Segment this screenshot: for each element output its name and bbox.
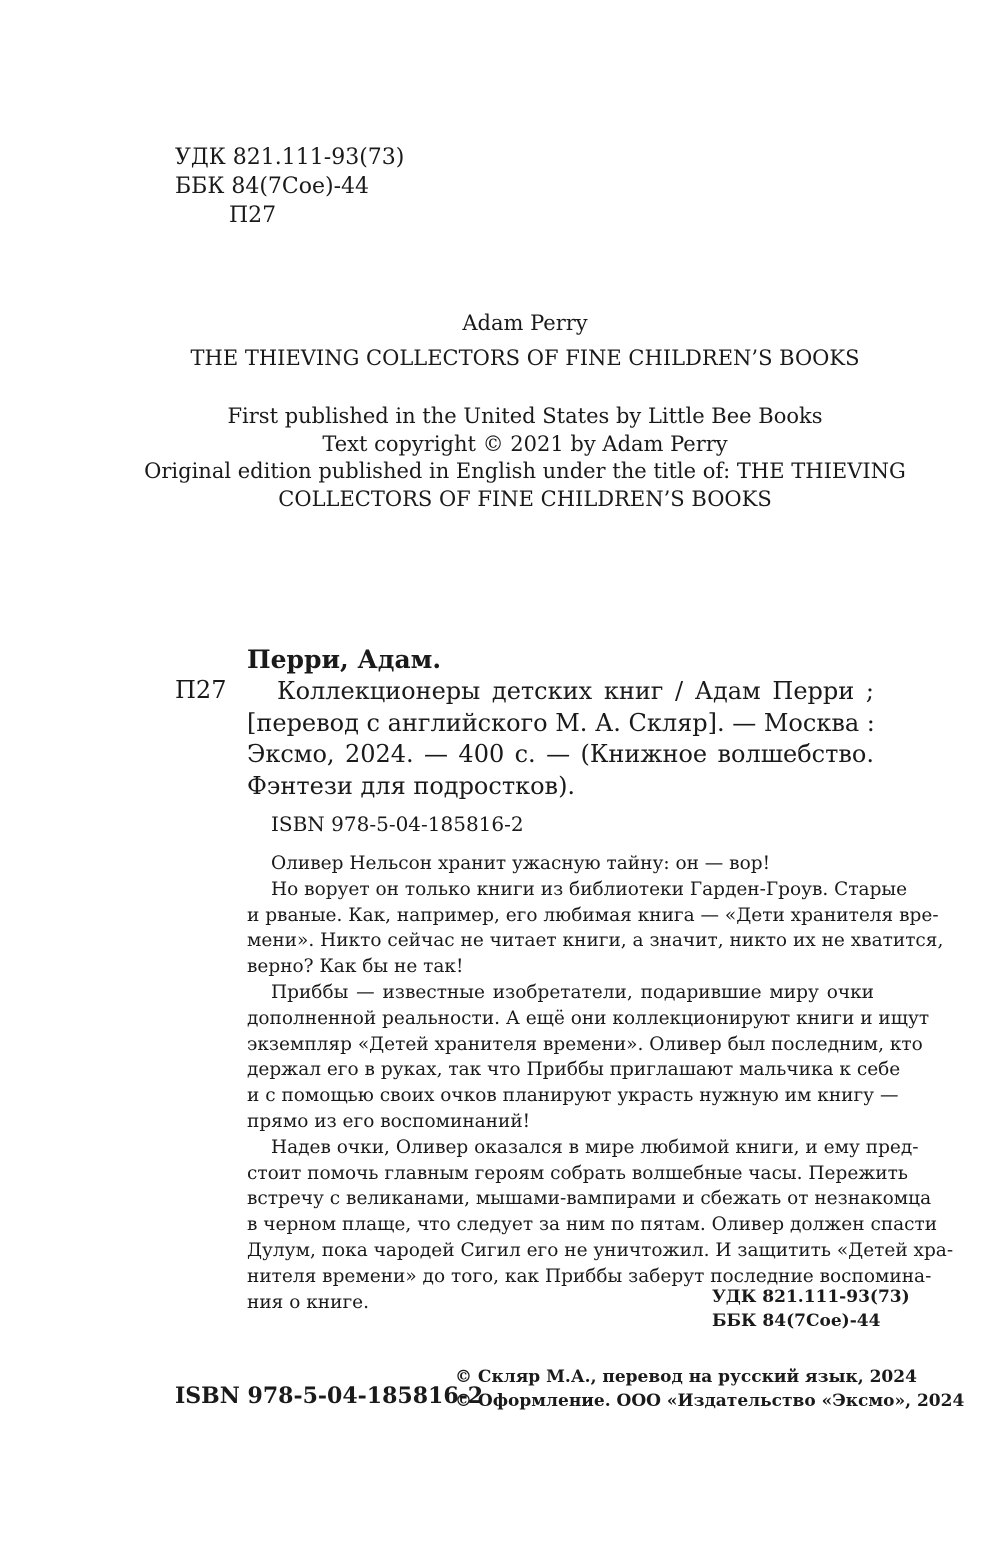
copyright-block bbox=[455, 1365, 964, 1413]
publication-line: Original edition published in English under the title of: THE THIEVING bbox=[144, 459, 906, 483]
annotation-line: Надев очки, Оливер оказался в мире любимой книги, и ему пред- bbox=[271, 1136, 919, 1158]
annotation-line: и с помощью своих очков планируют украсть нужную им книгу — bbox=[247, 1085, 899, 1107]
catalog-entry-line: [перевод с английского М. А. Скляр]. — Москва : bbox=[247, 708, 875, 737]
copyright-design: © Оформление. ООО «Издательство «Эксмо», 2024 bbox=[455, 1391, 965, 1411]
copyright-translation: © Скляр М.А., перевод на русский язык, 2024 bbox=[455, 1367, 917, 1387]
annotation-line: держал его в руках, так что Приббы приглашают мальчика к себе bbox=[247, 1059, 901, 1081]
catalog-entry-line: Фэнтези для подростков). bbox=[247, 771, 576, 800]
annotation-line: в черном плаще, что следует за ним по пятам. Оливер должен спасти bbox=[247, 1214, 938, 1236]
catalog-entry-line: Коллекционеры детских книг / Адам Перри ; bbox=[277, 677, 874, 705]
publication-line: First published in the United States by Little Bee Books bbox=[227, 404, 823, 428]
bottom-isbn: ISBN 978-5-04-185816-2 bbox=[175, 1383, 484, 1409]
annotation-line: Оливер Нельсон хранит ужасную тайну: он — вор! bbox=[271, 853, 771, 874]
bottom-classification bbox=[712, 1285, 910, 1333]
catalog-code: П27 bbox=[175, 676, 227, 704]
annotation-line: встречу с великанами, мышами-вампирами и сбежать от незнакомца bbox=[247, 1188, 932, 1210]
annotation-line: Но ворует он только книги из библиотеки Гарден-Гроув. Старые bbox=[271, 878, 908, 900]
annotation-line: Дулум, пока чародей Сигил его не уничтожил. И защитить «Детей хра- bbox=[247, 1239, 954, 1261]
original-title: THE THIEVING COLLECTORS OF FINE CHILDREN’S BOOKS bbox=[190, 346, 860, 370]
annotation-line: экземпляр «Детей хранителя времени». Оливер был последним, кто bbox=[247, 1033, 923, 1055]
annotation-line: нителя времени» до того, как Приббы заберут последние воспомина- bbox=[247, 1265, 932, 1287]
annotation-line: ния о книге. bbox=[247, 1291, 369, 1313]
catalog-isbn: ISBN 978-5-04-185816-2 bbox=[271, 812, 524, 836]
udk-code: УДК 821.111-93(73) bbox=[175, 145, 405, 170]
classification-block bbox=[175, 143, 404, 230]
annotation-line: Приббы — известные изобретатели, подарившие миру очки bbox=[271, 981, 874, 1003]
author-code: П27 bbox=[229, 203, 277, 228]
publication-line: Text copyright © 2021 by Adam Perry bbox=[322, 431, 728, 456]
bottom-bbk-code: ББК 84(7Сое)-44 bbox=[712, 1311, 881, 1331]
bottom-udk-code: УДК 821.111-93(73) bbox=[712, 1287, 910, 1307]
original-author: Adam Perry bbox=[462, 311, 588, 335]
annotation-line: дополненной реальности. А ещё они коллекционируют книги и ищут bbox=[247, 1007, 930, 1029]
catalog-author-heading: Перри, Адам. bbox=[247, 645, 442, 674]
publication-info bbox=[0, 403, 1000, 513]
catalog-entry bbox=[247, 676, 874, 802]
annotation-line: и рваные. Как, например, его любимая книга — «Дети хранителя вре- bbox=[247, 904, 939, 926]
bbk-code: ББК 84(7Сое)-44 bbox=[175, 174, 370, 199]
annotation-line: прямо из его воспоминаний! bbox=[247, 1110, 531, 1132]
annotation-line: стоит помочь главным героям собрать волшебные часы. Пережить bbox=[247, 1162, 908, 1184]
catalog-entry-line: Эксмо, 2024. — 400 с. — (Книжное волшебство. bbox=[247, 740, 874, 768]
annotation-line: мени». Никто сейчас не читает книги, а значит, никто их не хватится, bbox=[247, 930, 944, 952]
annotation bbox=[247, 851, 954, 1315]
publication-line: COLLECTORS OF FINE CHILDREN’S BOOKS bbox=[278, 486, 772, 511]
annotation-line: верно? Как бы не так! bbox=[247, 956, 464, 978]
